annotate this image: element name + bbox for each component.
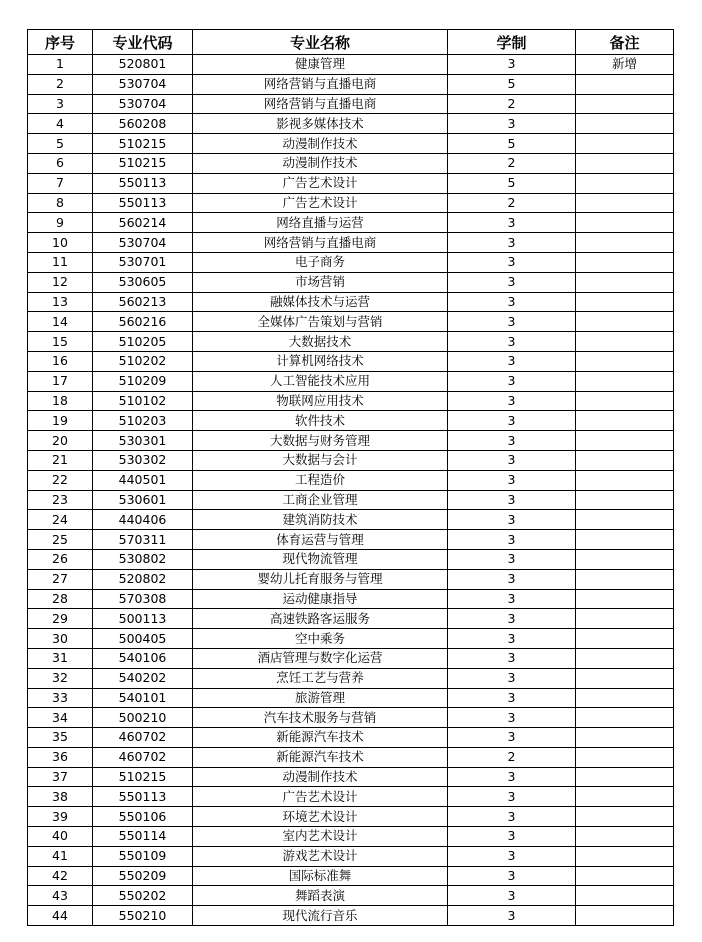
cell-major-name: 酒店管理与数字化运营 [193,648,448,668]
cell-duration: 3 [448,708,576,728]
cell-major-code: 530701 [93,252,193,272]
cell-duration: 3 [448,470,576,490]
cell-major-name: 空中乘务 [193,629,448,649]
cell-duration: 3 [448,688,576,708]
cell-major-code: 510209 [93,371,193,391]
cell-remark [576,688,674,708]
table-row [28,114,674,134]
cell-major-code: 510202 [93,351,193,371]
cell-major-name: 新能源汽车技术 [193,728,448,748]
cell-major-name: 市场营销 [193,272,448,292]
cell-major-name: 运动健康指导 [193,589,448,609]
cell-major-name: 计算机网络技术 [193,351,448,371]
cell-index: 14 [28,312,93,332]
table-row [28,747,674,767]
table-row [28,549,674,569]
table-row [28,807,674,827]
cell-major-name: 国际标准舞 [193,866,448,886]
cell-major-name: 环境艺术设计 [193,807,448,827]
table-row [28,490,674,510]
table-row [28,708,674,728]
cell-index: 44 [28,906,93,926]
cell-remark [576,351,674,371]
cell-index: 8 [28,193,93,213]
cell-duration: 3 [448,272,576,292]
cell-remark [576,747,674,767]
cell-major-name: 电子商务 [193,252,448,272]
cell-remark [576,213,674,233]
table-row [28,351,674,371]
cell-duration: 3 [448,391,576,411]
cell-duration: 3 [448,787,576,807]
cell-index: 36 [28,747,93,767]
cell-duration: 3 [448,213,576,233]
cell-major-name: 人工智能技术应用 [193,371,448,391]
table-row [28,827,674,847]
cell-major-name: 融媒体技术与运营 [193,292,448,312]
cell-index: 26 [28,549,93,569]
table-row [28,292,674,312]
cell-duration: 5 [448,173,576,193]
table-row [28,55,674,75]
cell-duration: 3 [448,312,576,332]
cell-remark [576,569,674,589]
cell-index: 32 [28,668,93,688]
cell-remark [576,312,674,332]
cell-duration: 3 [448,292,576,312]
cell-index: 40 [28,827,93,847]
cell-index: 13 [28,292,93,312]
cell-duration: 3 [448,252,576,272]
cell-remark [576,767,674,787]
cell-remark [576,549,674,569]
cell-duration: 3 [448,530,576,550]
cell-index: 3 [28,94,93,114]
cell-index: 19 [28,411,93,431]
table-row [28,886,674,906]
cell-major-code: 500113 [93,609,193,629]
cell-remark [576,431,674,451]
cell-index: 29 [28,609,93,629]
cell-index: 27 [28,569,93,589]
cell-major-code: 510215 [93,153,193,173]
table-row [28,906,674,926]
cell-major-name: 网络营销与直播电商 [193,233,448,253]
cell-index: 41 [28,846,93,866]
cell-index: 21 [28,450,93,470]
cell-duration: 3 [448,233,576,253]
cell-duration: 3 [448,371,576,391]
cell-index: 37 [28,767,93,787]
cell-index: 2 [28,74,93,94]
table-row [28,153,674,173]
cell-remark [576,906,674,926]
cell-major-code: 530601 [93,490,193,510]
cell-remark [576,866,674,886]
cell-duration: 5 [448,74,576,94]
table-row [28,193,674,213]
cell-duration: 3 [448,589,576,609]
cell-major-code: 560213 [93,292,193,312]
cell-remark [576,846,674,866]
table-row [28,312,674,332]
cell-duration: 3 [448,351,576,371]
cell-remark [576,233,674,253]
cell-index: 20 [28,431,93,451]
cell-major-code: 510205 [93,332,193,352]
cell-major-name: 体育运营与管理 [193,530,448,550]
major-list-table [27,29,674,926]
cell-index: 10 [28,233,93,253]
header-major-name: 专业名称 [193,30,448,55]
cell-major-code: 510203 [93,411,193,431]
table-row [28,510,674,530]
cell-index: 39 [28,807,93,827]
cell-index: 30 [28,629,93,649]
cell-duration: 3 [448,114,576,134]
cell-major-name: 高速铁路客运服务 [193,609,448,629]
cell-remark [576,94,674,114]
cell-remark [576,173,674,193]
cell-duration: 3 [448,906,576,926]
cell-remark [576,886,674,906]
cell-duration: 3 [448,490,576,510]
table-row [28,431,674,451]
cell-duration: 3 [448,827,576,847]
cell-major-code: 550109 [93,846,193,866]
cell-major-name: 大数据技术 [193,332,448,352]
cell-major-code: 440501 [93,470,193,490]
cell-remark [576,252,674,272]
cell-duration: 2 [448,193,576,213]
cell-major-code: 550114 [93,827,193,847]
table-row [28,787,674,807]
cell-duration: 2 [448,94,576,114]
cell-major-code: 500405 [93,629,193,649]
table-row [28,272,674,292]
cell-remark [576,272,674,292]
table-row [28,371,674,391]
table-row [28,609,674,629]
cell-duration: 3 [448,431,576,451]
cell-duration: 3 [448,807,576,827]
cell-remark [576,332,674,352]
cell-duration: 3 [448,648,576,668]
table-body [28,55,674,926]
table-row [28,569,674,589]
cell-remark [576,114,674,134]
cell-major-code: 530301 [93,431,193,451]
cell-major-code: 530802 [93,549,193,569]
table-row [28,470,674,490]
cell-index: 5 [28,134,93,154]
cell-major-name: 舞蹈表演 [193,886,448,906]
cell-major-name: 现代物流管理 [193,549,448,569]
cell-remark [576,470,674,490]
cell-duration: 3 [448,569,576,589]
cell-duration: 3 [448,332,576,352]
cell-major-code: 560216 [93,312,193,332]
cell-index: 12 [28,272,93,292]
cell-index: 22 [28,470,93,490]
cell-index: 16 [28,351,93,371]
cell-index: 35 [28,728,93,748]
cell-major-name: 大数据与会计 [193,450,448,470]
cell-remark [576,530,674,550]
cell-major-name: 工商企业管理 [193,490,448,510]
cell-duration: 2 [448,153,576,173]
cell-index: 33 [28,688,93,708]
cell-duration: 3 [448,846,576,866]
cell-index: 25 [28,530,93,550]
header-duration: 学制 [448,30,576,55]
header-major-code: 专业代码 [93,30,193,55]
cell-major-name: 网络营销与直播电商 [193,94,448,114]
cell-major-name: 网络直播与运营 [193,213,448,233]
table-row [28,450,674,470]
table-row [28,94,674,114]
cell-major-code: 550113 [93,173,193,193]
table-row [28,530,674,550]
cell-major-name: 动漫制作技术 [193,134,448,154]
cell-major-name: 旅游管理 [193,688,448,708]
cell-major-code: 540202 [93,668,193,688]
cell-index: 34 [28,708,93,728]
cell-major-name: 大数据与财务管理 [193,431,448,451]
cell-major-code: 440406 [93,510,193,530]
cell-major-name: 健康管理 [193,55,448,75]
cell-major-code: 570311 [93,530,193,550]
table-row [28,173,674,193]
cell-major-code: 520801 [93,55,193,75]
cell-major-code: 550113 [93,787,193,807]
cell-major-code: 510102 [93,391,193,411]
table-row [28,252,674,272]
cell-duration: 3 [448,767,576,787]
cell-remark [576,153,674,173]
table-row [28,668,674,688]
table-row [28,688,674,708]
cell-index: 42 [28,866,93,886]
cell-remark [576,411,674,431]
cell-major-code: 540101 [93,688,193,708]
table-row [28,233,674,253]
cell-major-code: 520802 [93,569,193,589]
table-row [28,213,674,233]
cell-index: 43 [28,886,93,906]
table-row [28,411,674,431]
cell-major-code: 530704 [93,74,193,94]
cell-remark [576,629,674,649]
header-row [28,30,674,55]
cell-major-name: 游戏艺术设计 [193,846,448,866]
cell-index: 9 [28,213,93,233]
cell-major-code: 550209 [93,866,193,886]
cell-index: 23 [28,490,93,510]
cell-major-name: 广告艺术设计 [193,173,448,193]
cell-duration: 3 [448,55,576,75]
cell-major-name: 室内艺术设计 [193,827,448,847]
cell-major-code: 460702 [93,747,193,767]
table-row [28,134,674,154]
cell-remark [576,134,674,154]
cell-major-name: 软件技术 [193,411,448,431]
cell-major-name: 网络营销与直播电商 [193,74,448,94]
table-row [28,74,674,94]
cell-major-name: 工程造价 [193,470,448,490]
cell-index: 4 [28,114,93,134]
cell-duration: 2 [448,747,576,767]
cell-duration: 3 [448,728,576,748]
cell-remark [576,589,674,609]
cell-major-code: 570308 [93,589,193,609]
cell-major-name: 现代流行音乐 [193,906,448,926]
cell-major-name: 新能源汽车技术 [193,747,448,767]
cell-major-name: 物联网应用技术 [193,391,448,411]
cell-remark [576,648,674,668]
cell-major-code: 530605 [93,272,193,292]
header-remark: 备注 [576,30,674,55]
cell-index: 18 [28,391,93,411]
cell-remark [576,74,674,94]
table-row [28,391,674,411]
cell-major-name: 动漫制作技术 [193,767,448,787]
cell-major-name: 影视多媒体技术 [193,114,448,134]
cell-major-code: 530704 [93,94,193,114]
cell-major-code: 500210 [93,708,193,728]
cell-remark [576,827,674,847]
cell-major-code: 530302 [93,450,193,470]
table-row [28,866,674,886]
cell-remark [576,728,674,748]
header-index: 序号 [28,30,93,55]
cell-major-code: 550202 [93,886,193,906]
cell-major-name: 婴幼儿托育服务与管理 [193,569,448,589]
table-row [28,728,674,748]
table-row [28,767,674,787]
cell-remark: 新增 [576,55,674,75]
cell-index: 17 [28,371,93,391]
table-row [28,846,674,866]
cell-major-name: 广告艺术设计 [193,193,448,213]
cell-major-code: 550106 [93,807,193,827]
cell-remark [576,708,674,728]
cell-remark [576,510,674,530]
cell-remark [576,807,674,827]
cell-remark [576,391,674,411]
cell-duration: 3 [448,411,576,431]
cell-remark [576,668,674,688]
cell-duration: 3 [448,549,576,569]
cell-major-code: 550113 [93,193,193,213]
cell-index: 38 [28,787,93,807]
cell-remark [576,371,674,391]
cell-duration: 3 [448,886,576,906]
cell-duration: 3 [448,609,576,629]
cell-major-code: 510215 [93,767,193,787]
table-row [28,589,674,609]
cell-duration: 5 [448,134,576,154]
cell-index: 7 [28,173,93,193]
cell-index: 31 [28,648,93,668]
cell-index: 28 [28,589,93,609]
cell-major-code: 460702 [93,728,193,748]
cell-major-name: 汽车技术服务与营销 [193,708,448,728]
cell-remark [576,609,674,629]
cell-duration: 3 [448,629,576,649]
cell-major-name: 全媒体广告策划与营销 [193,312,448,332]
cell-duration: 3 [448,668,576,688]
cell-index: 15 [28,332,93,352]
cell-remark [576,193,674,213]
cell-major-name: 建筑消防技术 [193,510,448,530]
cell-major-name: 广告艺术设计 [193,787,448,807]
table-row [28,332,674,352]
cell-remark [576,490,674,510]
cell-remark [576,450,674,470]
cell-duration: 3 [448,450,576,470]
cell-major-code: 560208 [93,114,193,134]
cell-major-code: 510215 [93,134,193,154]
cell-major-code: 540106 [93,648,193,668]
cell-index: 24 [28,510,93,530]
cell-duration: 3 [448,510,576,530]
cell-major-code: 530704 [93,233,193,253]
cell-index: 1 [28,55,93,75]
cell-duration: 3 [448,866,576,886]
cell-remark [576,292,674,312]
table-row [28,629,674,649]
cell-remark [576,787,674,807]
cell-major-name: 烹饪工艺与营养 [193,668,448,688]
table-row [28,648,674,668]
cell-index: 11 [28,252,93,272]
cell-major-name: 动漫制作技术 [193,153,448,173]
cell-index: 6 [28,153,93,173]
cell-major-code: 560214 [93,213,193,233]
cell-major-code: 550210 [93,906,193,926]
